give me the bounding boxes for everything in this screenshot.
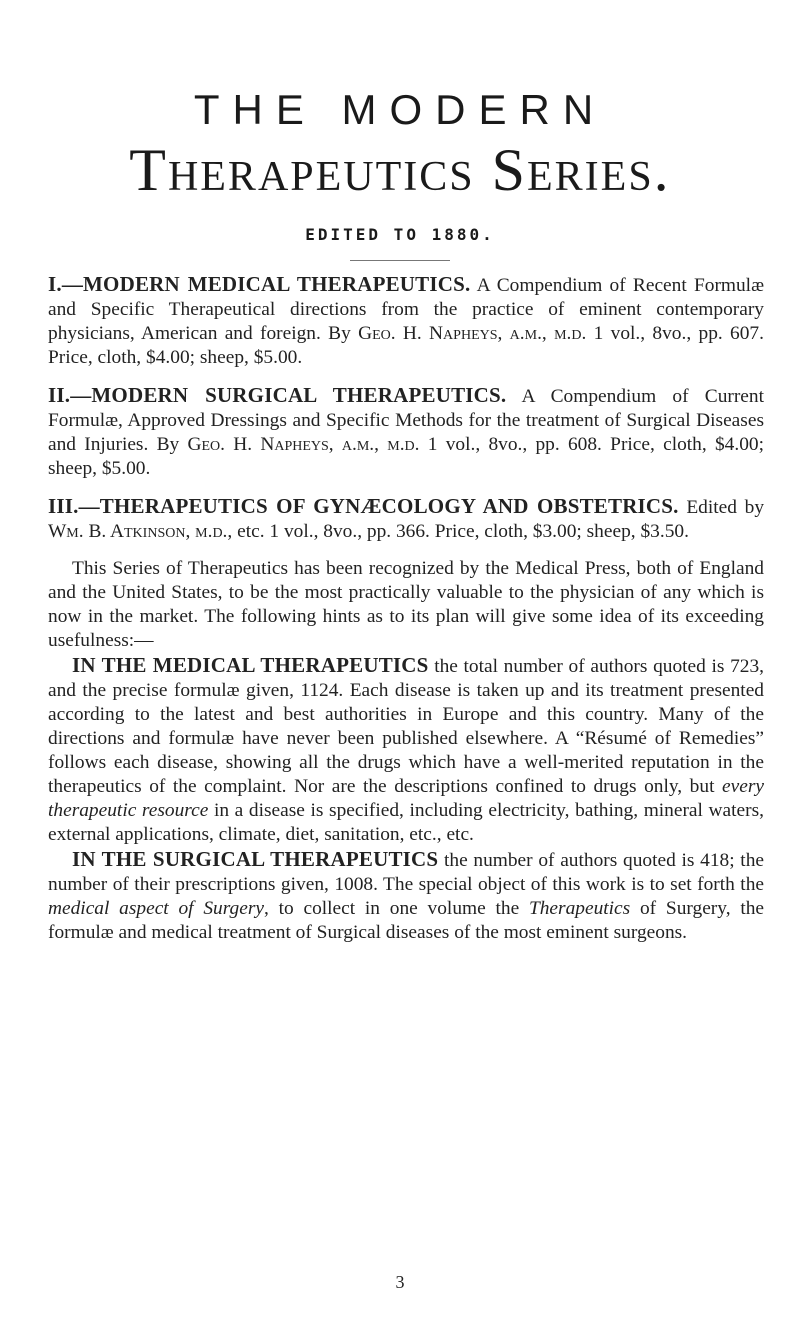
surgical-paragraph: IN THE SURGICAL THERAPEUTICS the number of authors quoted is 418; the number of their prescriptions given, 1008. The special object of this work is to set forth the medical aspect of Surgery, to collect in one volume the Therapeutics of Surgery, the formulæ and medical treatment of Surgical diseases of the most eminent surgeons. bbox=[48, 847, 765, 943]
divider-rule bbox=[350, 260, 450, 261]
page-number: 3 bbox=[395, 1272, 405, 1292]
book-entry-2: II.—MODERN SURGICAL THERAPEUTICS. A Compendium of Current Formulæ, Approved Dressings and Specific Methods for the treatment of Surgical Diseases and Injuries. By Geo. H. Napheys, a.m., m.d. 1 vol., 8vo., pp. 608. Price, cloth, $4.00; sheep, $5.00. bbox=[48, 383, 764, 479]
series-title-line2: Therapeutics Series. bbox=[129, 137, 671, 203]
edited-notice: EDITED TO 1880. bbox=[305, 225, 495, 244]
book-entry-1: I.—MODERN MEDICAL THERAPEUTICS. A Compendium of Recent Formulæ and Specific Therapeutical directions from the practice of eminent contemporary physicians, American and foreign. By Geo. H. Napheys, a.m., m.d. 1 vol., 8vo., pp. 607. Price, cloth, $4.00; sheep, $5.00. bbox=[48, 272, 764, 368]
book-author: Geo. H. Napheys, a.m., m.d. bbox=[358, 323, 587, 344]
catalog-body bbox=[48, 272, 764, 945]
book-entry-3: III.—THERAPEUTICS OF GYNÆCOLOGY AND OBSTETRICS. Edited by Wm. B. Atkinson, m.d., etc. 1 vol., 8vo., pp. 366. Price, cloth, $3.00; sheep, $3.50. bbox=[48, 494, 765, 542]
medical-paragraph: IN THE MEDICAL THERAPEUTICS the total number of authors quoted is 723, and the precise formulæ given, 1124. Each disease is taken up and its treatment presented according to the latest and best authorities in Europe and this country. Many of the directions and formulæ have never been published elsewhere. A “Résumé of Remedies” follows each disease, showing all the drugs which have a well-merited reputation in the therapeutics of the complaint. Nor are the descriptions confined to drugs only, but every therapeutic resource in a disease is specified, including electricity, bathing, mineral waters, external applications, climate, diet, sanitation, etc., etc. bbox=[48, 653, 765, 845]
book-heading: II.—MODERN SURGICAL THERAPEUTICS. bbox=[48, 383, 507, 407]
series-title-line1: THE MODERN bbox=[193, 86, 607, 133]
book-author: Wm. B. Atkinson, m.d. bbox=[48, 521, 228, 542]
book-heading: I.—MODERN MEDICAL THERAPEUTICS. bbox=[48, 272, 471, 296]
book-heading: III.—THERAPEUTICS OF GYNÆCOLOGY AND OBSTETRICS. bbox=[48, 494, 679, 518]
book-author: Geo. H. Napheys, a.m., m.d. bbox=[187, 434, 420, 455]
surgical-heading: IN THE SURGICAL THERAPEUTICS bbox=[72, 847, 439, 871]
intro-paragraph: This Series of Therapeutics has been recognized by the Medical Press, both of England and the United States, to be the most practically valuable to the physician of any which is now in the market. The following hints as to its plan will give some idea of its exceeding usefulness:— bbox=[48, 558, 764, 651]
medical-heading: IN THE MEDICAL THERAPEUTICS bbox=[72, 653, 429, 677]
